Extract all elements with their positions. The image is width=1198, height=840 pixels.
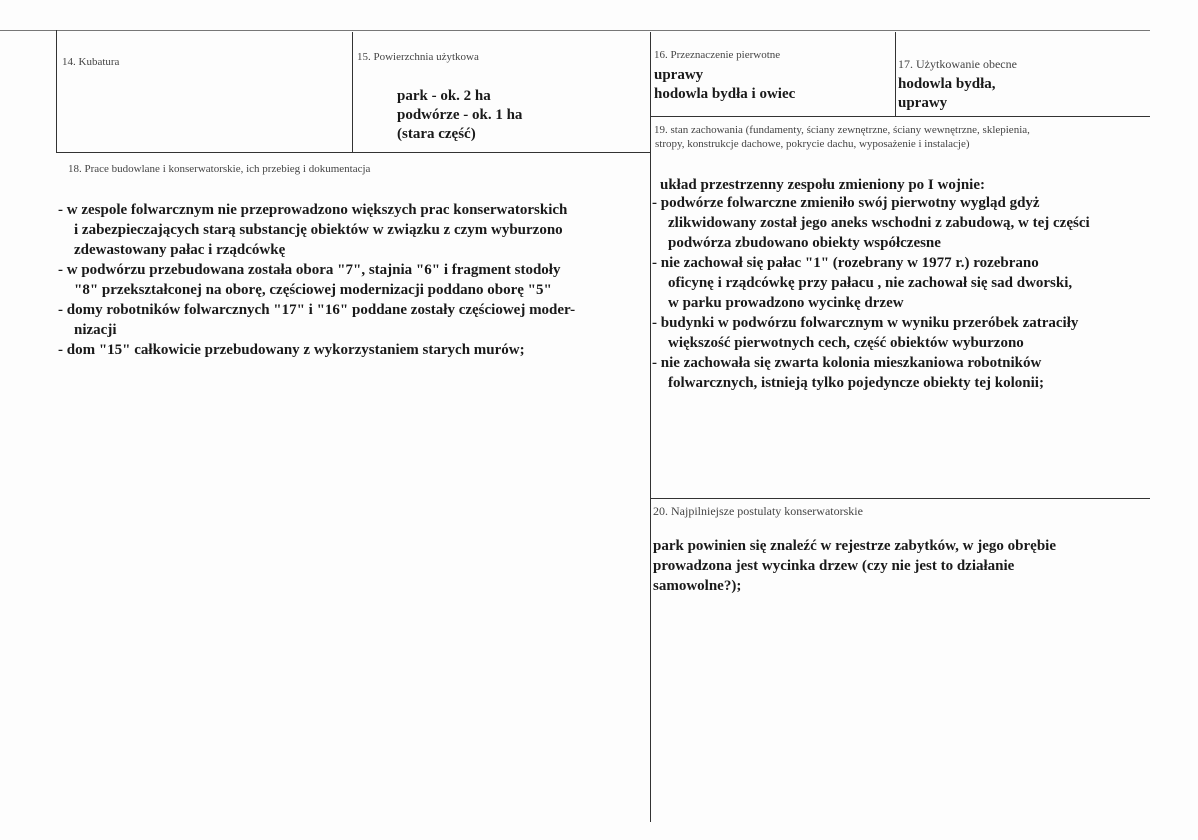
field-19-label — [654, 123, 1030, 151]
field-16-line: uprawy — [654, 67, 704, 83]
field-20-line: prowadzona jest wycinka drzew (czy nie jest to działanie — [653, 558, 1015, 574]
left-border-line — [56, 30, 57, 152]
divider-19-20 — [650, 498, 1150, 499]
list-item: - dom "15" całkowicie przebudowany z wykorzystaniem starych murów; — [58, 342, 525, 358]
list-item: - nie zachowała się zwarta kolonia mieszkaniowa robotników folwarcznych, istnieją tylko pojedyncze obiekty tej kolonii; — [652, 355, 1044, 391]
list-item: - w zespole folwarcznym nie przeprowadzono większych prac konserwatorskich i zabezpieczających starą substancję obiektów w związku z czym wyburzono zdewastowany pałac i rządcówkę — [58, 202, 568, 258]
field-15-line: park - ok. 2 ha — [397, 88, 491, 104]
field-16-line: hodowla bydła i owiec — [654, 86, 796, 102]
divider-14-15 — [352, 32, 353, 152]
list-item: - w podwórzu przebudowana została obora "7", stajnia "6" i fragment stodoły "8" przekształconej na oborę, częściowej modernizacji poddano oborę "5" — [58, 262, 561, 298]
list-item: - podwórze folwarczne zmieniło swój pierwotny wygląd gdyż zlikwidowany został jego aneks wschodni z zabudową, w tej części podwórza zbudowano obiekty współczesne — [652, 195, 1090, 251]
field-15-value — [397, 87, 522, 144]
list-item: - nie zachował się pałac "1" (rozebrany w 1977 r.) rozebrano oficynę i rządcówkę przy pałacu , nie zachował się sad dworski, w parku prowadzono wycinkę drzew — [652, 255, 1073, 311]
field-19-label-line: 19. stan zachowania (fundamenty, ściany zewnętrzne, ściany wewnętrzne, sklepienia, — [654, 124, 1030, 136]
field-20-line: samowolne?); — [653, 578, 742, 594]
field-17-value — [898, 75, 996, 113]
divider-16-17 — [895, 32, 896, 116]
field-14-label: 14. Kubatura — [62, 56, 120, 68]
divider-top-left-row — [56, 152, 651, 153]
list-item: - domy robotników folwarcznych "17" i "16" poddane zostały częściowej moder- nizacji — [58, 302, 576, 338]
field-15-line: podwórze - ok. 1 ha — [397, 107, 523, 123]
field-17-label: 17. Użytkowanie obecne — [898, 57, 1017, 71]
list-item: - budynki w podwórzu folwarcznym w wyniku przeróbek zatraciły większość pierwotnych cech, część obiektów wyburzono — [652, 315, 1079, 351]
field-17-line: uprawy — [898, 95, 948, 111]
field-15-line: (stara część) — [397, 126, 476, 142]
field-18-list — [58, 200, 575, 360]
field-20-label: 20. Najpilniejsze postulaty konserwatorskie — [653, 504, 863, 518]
field-19-label-line: stropy, konstrukcje dachowe, pokrycie dachu, wyposażenie i instalacje) — [655, 138, 970, 150]
field-19-list — [652, 193, 1090, 393]
field-20-line: park powinien się znaleźć w rejestrze zabytków, w jego obrębie — [653, 538, 1056, 554]
field-19-intro: układ przestrzenny zespołu zmieniony po I wojnie: — [660, 177, 986, 193]
field-20-value — [653, 536, 1056, 596]
divider-top-right-row — [650, 116, 1150, 117]
field-16-label: 16. Przeznaczenie pierwotne — [654, 49, 781, 61]
divider-center — [650, 32, 651, 822]
field-16-value — [654, 66, 795, 104]
field-15-label: 15. Powierzchnia użytkowa — [357, 51, 479, 63]
top-border-line — [0, 30, 1150, 31]
field-18-label: 18. Prace budowlane i konserwatorskie, ich przebieg i dokumentacja — [68, 163, 371, 175]
field-17-line: hodowla bydła, — [898, 76, 996, 92]
